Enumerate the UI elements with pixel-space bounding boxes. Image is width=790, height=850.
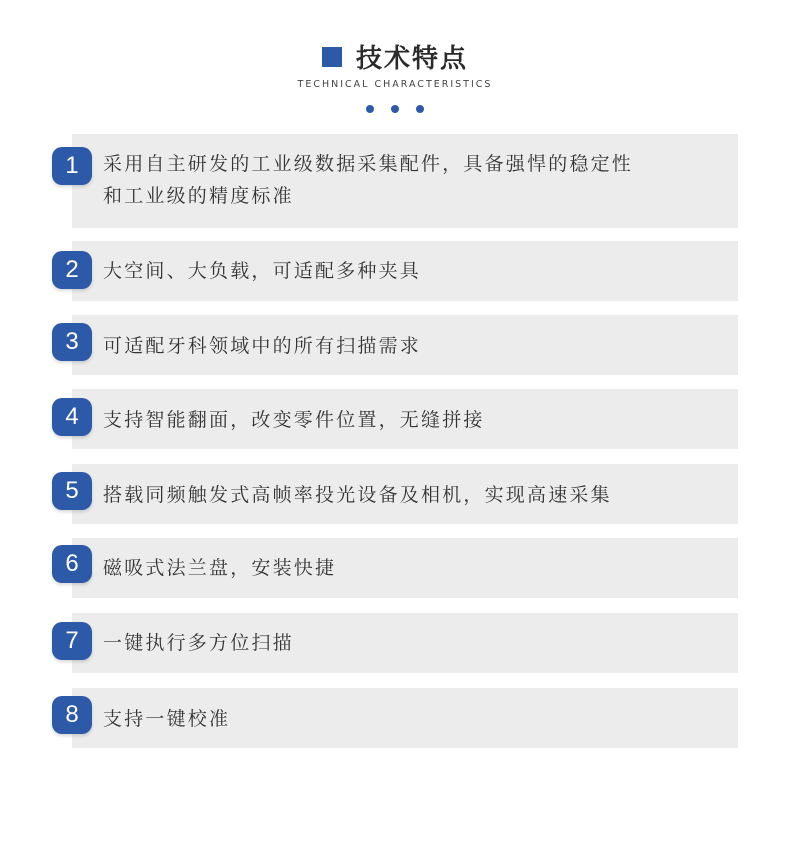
header <box>0 0 790 120</box>
dot-icon <box>416 105 424 113</box>
title-group <box>322 38 468 75</box>
square-icon <box>322 47 342 67</box>
feature-item <box>65 389 738 449</box>
feature-number-badge: 8 <box>52 696 92 734</box>
feature-number-badge: 1 <box>52 147 92 185</box>
feature-item <box>65 134 738 228</box>
feature-number-badge: 4 <box>52 398 92 436</box>
feature-text: 支持一键校准 <box>103 708 231 730</box>
feature-item <box>65 315 738 375</box>
page-title: 技术特点 <box>355 44 468 74</box>
feature-text: 一键执行多方位扫描 <box>103 632 294 654</box>
feature-text: 磁吸式法兰盘，安装快捷 <box>103 557 337 579</box>
feature-text: 大空间、大负载，可适配多种夹具 <box>103 260 422 282</box>
feature-text-line1: 采用自主研发的工业级数据采集配件，具备强悍的稳定性 <box>103 153 634 175</box>
feature-number-badge: 6 <box>52 545 92 583</box>
dot-icon <box>391 105 399 113</box>
feature-number-badge: 7 <box>52 622 92 660</box>
dot-icon <box>366 105 374 113</box>
feature-item <box>65 241 738 301</box>
feature-item <box>65 464 738 524</box>
feature-text: 搭载同频触发式高帧率投光设备及相机，实现高速采集 <box>103 484 612 506</box>
feature-text: 可适配牙科领域中的所有扫描需求 <box>103 335 422 357</box>
feature-item <box>65 538 738 598</box>
feature-number-badge: 2 <box>52 251 92 289</box>
feature-item <box>65 688 738 748</box>
decorative-dots <box>0 98 790 108</box>
page-subtitle: TECHNICAL CHARACTERISTICS <box>297 79 493 90</box>
feature-number-badge: 3 <box>52 323 92 361</box>
feature-text: 支持智能翻面，改变零件位置，无缝拼接 <box>103 409 485 431</box>
feature-number-badge: 5 <box>52 472 92 510</box>
title-row <box>0 38 790 74</box>
feature-text-line2: 和工业级的精度标准 <box>103 185 294 207</box>
feature-item <box>65 613 738 673</box>
